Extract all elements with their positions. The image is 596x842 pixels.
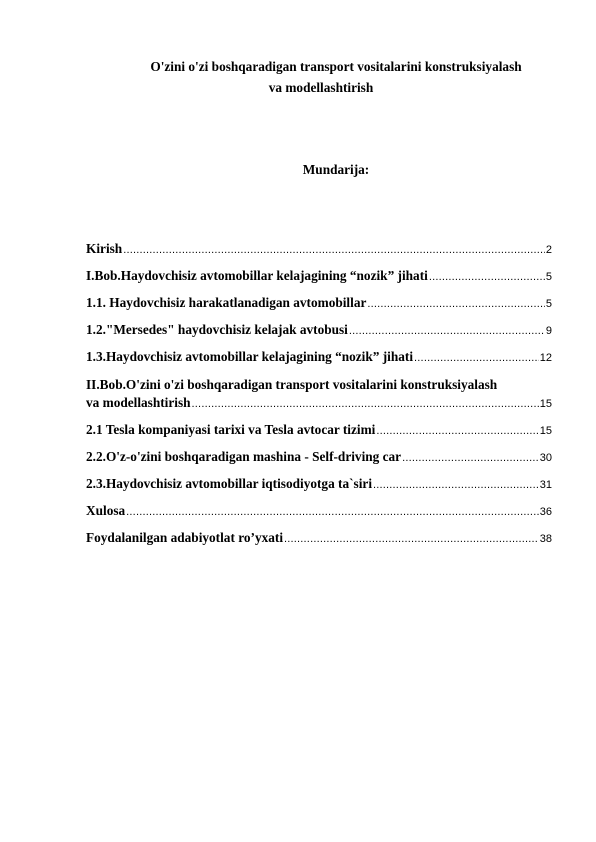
- toc-dot-leader: [192, 395, 539, 413]
- toc-entry-page: 38: [539, 533, 552, 545]
- toc-entry-label: 2.3.Haydovchisiz avtomobillar iqtisodiyotga ta`siri: [86, 476, 373, 491]
- toc-entry-label: Xulosa: [86, 503, 126, 518]
- toc-dot-leader: [402, 449, 539, 467]
- toc-entry-1-1[interactable]: [86, 294, 552, 312]
- toc-dot-leader: [376, 422, 538, 440]
- toc-entry-2-2[interactable]: [86, 448, 552, 466]
- toc-entry-page: 30: [539, 452, 552, 464]
- toc-entry-1-3[interactable]: [86, 348, 552, 366]
- toc-entry-page: 9: [545, 325, 552, 337]
- toc-entry-second-line: [86, 394, 552, 412]
- table-of-contents: [86, 240, 552, 556]
- toc-entry-label: 2.2.O'z-o'zini boshqaradigan mashina - Self-driving car: [86, 449, 402, 464]
- toc-entry-2-3[interactable]: [86, 475, 552, 493]
- document-title: [86, 56, 556, 98]
- toc-entry-label-line-2: va modellashtirish: [86, 395, 191, 410]
- toc-entry-label: 2.1 Tesla kompaniyasi tarixi va Tesla avtocar tizimi: [86, 422, 376, 437]
- toc-dot-leader: [126, 503, 539, 521]
- toc-entry-page: 12: [539, 352, 552, 364]
- toc-dot-leader: [373, 476, 539, 494]
- toc-entry-label-line-1: II.Bob.O'zini o'zi boshqaradigan transport vositalarini konstruksiyalash: [86, 377, 498, 392]
- toc-entry-label: 1.1. Haydovchisiz harakatlanadigan avtomobillar: [86, 295, 367, 310]
- toc-entry-page: 5: [545, 298, 552, 310]
- toc-entry-page: 36: [539, 506, 552, 518]
- toc-dot-leader: [367, 295, 545, 313]
- toc-entry-2-1[interactable]: [86, 421, 552, 439]
- toc-entry-kirish[interactable]: [86, 240, 552, 258]
- toc-dot-leader: [123, 241, 545, 259]
- toc-entry-label: Foydalanilgan adabiyotlat ro’yxati: [86, 530, 284, 545]
- toc-entry-page: 15: [539, 398, 552, 410]
- toc-heading: Mundarija:: [302, 162, 370, 177]
- toc-dot-leader: [349, 322, 545, 340]
- toc-entry-label: 1.2."Mersedes" haydovchisiz kelajak avtobusi: [86, 322, 348, 337]
- toc-entry-label: I.Bob.Haydovchisiz avtomobillar kelajagining “nozik” jihati: [86, 268, 428, 283]
- toc-entry-page: 31: [539, 479, 552, 491]
- toc-entry-references[interactable]: [86, 529, 552, 547]
- toc-entry-label: Kirish: [86, 241, 123, 256]
- toc-dot-leader: [429, 268, 545, 286]
- document-title-line-1: O'zini o'zi boshqaradigan transport vositalarini konstruksiyalash: [150, 59, 522, 74]
- document-title-line-2: va modellashtirish: [268, 80, 374, 95]
- toc-entry-label: 1.3.Haydovchisiz avtomobillar kelajagining “nozik” jihati: [86, 349, 414, 364]
- toc-dot-leader: [414, 349, 539, 367]
- toc-entry-page: 2: [545, 244, 552, 256]
- toc-entry-page: 5: [545, 271, 552, 283]
- toc-entry-1-2[interactable]: [86, 321, 552, 339]
- toc-dot-leader: [284, 530, 539, 548]
- toc-entry-chapter-1[interactable]: [86, 267, 552, 285]
- toc-entry-xulosa[interactable]: [86, 502, 552, 520]
- toc-entry-page: 15: [539, 425, 552, 437]
- toc-entry-chapter-2[interactable]: [86, 375, 552, 412]
